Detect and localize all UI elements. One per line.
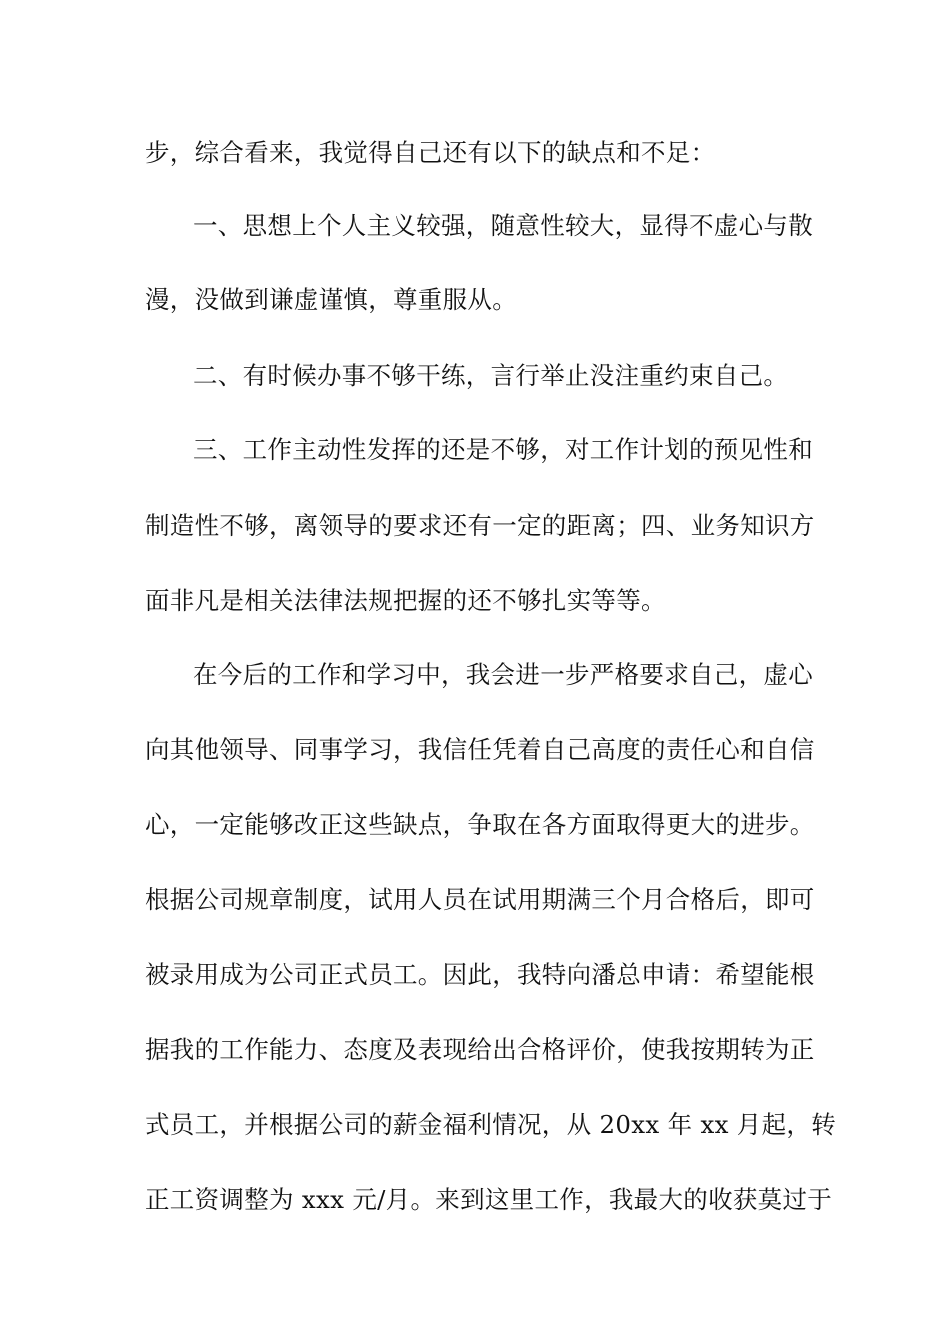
text-line: 向其他领导、同事学习，我信任凭着自己高度的责任心和自信 bbox=[145, 735, 815, 764]
text-line: 据我的工作能力、态度及表现给出合格评价，使我按期转为正 bbox=[145, 1035, 815, 1064]
text-line: 一、思想上个人主义较强，随意性较大，显得不虚心与散 bbox=[193, 211, 813, 240]
text-line: 漫，没做到谦虚谨慎，尊重服从。 bbox=[145, 285, 517, 314]
text-line: 根据公司规章制度，试用人员在试用期满三个月合格后，即可 bbox=[145, 885, 815, 914]
text-line: 二、有时候办事不够干练，言行举止没注重约束自己。 bbox=[193, 361, 789, 390]
text-line: 被录用成为公司正式员工。因此，我特向潘总申请：希望能根 bbox=[145, 960, 815, 989]
text-line: 三、工作主动性发挥的还是不够，对工作计划的预见性和 bbox=[193, 435, 813, 464]
text-line: 在今后的工作和学习中，我会进一步严格要求自己，虚心 bbox=[193, 660, 813, 689]
text-line: 心，一定能够改正这些缺点，争取在各方面取得更大的进步。 bbox=[145, 810, 815, 839]
text-line: 正工资调整为 xxx 元/月。来到这里工作，我最大的收获莫过于 bbox=[145, 1185, 833, 1214]
text-line: 式员工，并根据公司的薪金福利情况，从 20xx 年 xx 月起，转 bbox=[145, 1110, 836, 1139]
text-line: 制造性不够，离领导的要求还有一定的距离；四、业务知识方 bbox=[145, 511, 815, 540]
text-line: 步，综合看来，我觉得自己还有以下的缺点和不足： bbox=[145, 138, 716, 167]
text-line: 面非凡是相关法律法规把握的还不够扎实等等。 bbox=[145, 586, 666, 615]
